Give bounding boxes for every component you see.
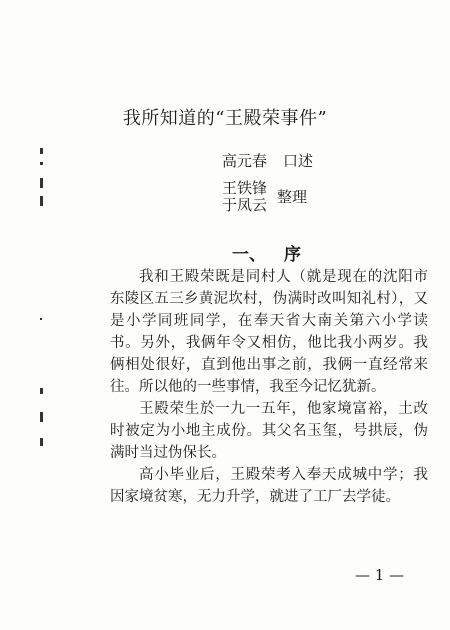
narrator-line	[222, 150, 313, 171]
margin-mark	[40, 412, 43, 422]
narrator-role: 口述	[283, 152, 314, 170]
margin-mark	[40, 196, 43, 206]
page-number: — 1 —	[355, 566, 405, 584]
narrator-name: 高元春	[222, 152, 268, 170]
margin-mark	[40, 438, 43, 446]
editors-line	[222, 180, 307, 214]
margin-mark	[40, 162, 43, 165]
margin-mark	[40, 148, 43, 154]
body-text	[110, 266, 428, 508]
section-number: 一、	[232, 245, 266, 265]
margin-mark	[40, 388, 43, 394]
section-heading	[232, 240, 301, 265]
paragraph: 高小毕业后，王殿荣考入奉天成城中学；我因家境贫寒，无力升学，就进了工厂去学徒。	[110, 467, 428, 505]
section-heading-text: 序	[284, 245, 301, 265]
paragraph: 王殿荣生於一九一五年，他家境富裕，土改时被定为小地主成份。其父名玉玺，号拱辰，伪满时当过伪保长。	[110, 401, 428, 461]
editor-name: 于凤云	[222, 196, 268, 214]
paragraph: 我和王殿荣既是同村人（就是现在的沈阳市东陵区五三乡黄泥坎村，伪满时改叫知礼村），又是小学同班同学，在奉天省大南关第六小学读书。另外，我俩年令又相仿，他比我小两岁。我俩相处很好，直到他出事之前，我俩一直经常来往。所以他的一些事情，我至今记忆犹新。	[110, 269, 428, 395]
editor-name: 王铁锋	[222, 179, 268, 197]
document-title: 我所知道的“王殿荣事件”	[122, 108, 328, 129]
editor-role: 整理	[277, 187, 308, 206]
margin-mark	[40, 178, 43, 188]
editor-names	[222, 180, 267, 214]
margin-mark	[40, 318, 42, 320]
